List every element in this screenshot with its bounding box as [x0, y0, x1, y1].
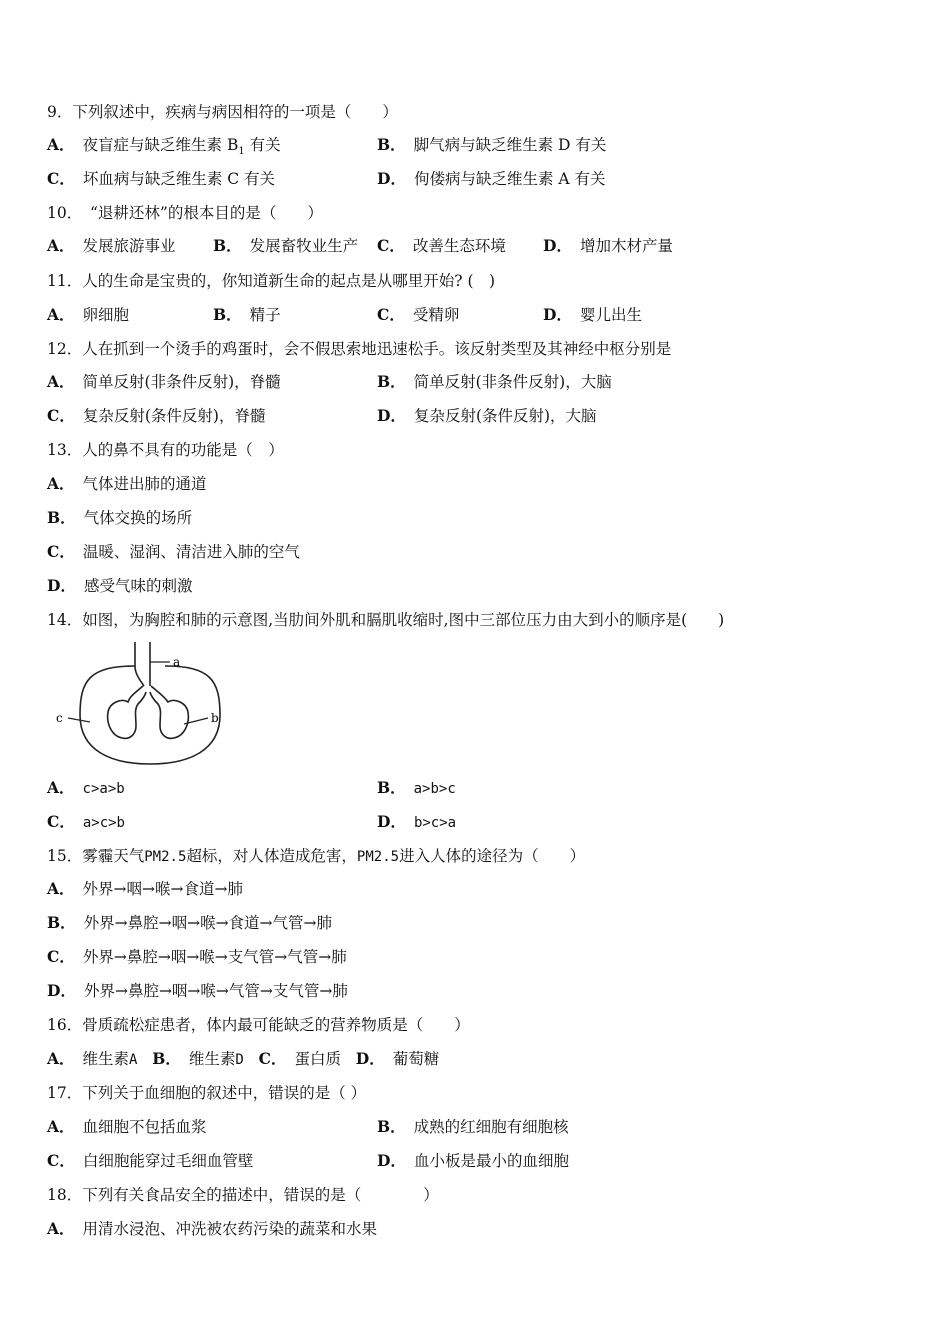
question-15-stem: 15．雾霾天气PM2.5超标，对人体造成危害，PM2.5进入人体的途径为（ ） [47, 847, 586, 865]
q16-option-a: A． 维生素A [47, 1049, 138, 1068]
q12-option-b: B． 简单反射(非条件反射)，大脑 [377, 372, 612, 391]
q11-option-d: D． 婴儿出生 [543, 305, 642, 324]
q11-option-a: A． 卵细胞 [47, 305, 130, 324]
question-17-stem: 17．下列关于血细胞的叙述中，错误的是（ ） [47, 1084, 367, 1102]
left-lung [108, 686, 146, 738]
q10-option-c: C． 改善生态环境 [377, 236, 506, 255]
trachea-left-wall [135, 642, 144, 686]
pointer-c [68, 718, 90, 722]
q14-option-b: B． a>b>c [377, 778, 456, 797]
q9-option-a: A． 夜盲症与缺乏维生素 $B_1$ 有关 [47, 135, 281, 158]
q14-option-c: C． a>c>b [47, 812, 125, 831]
q12-option-d: D． 复杂反射(条件反射)，大脑 [377, 406, 597, 425]
question-9-stem: 9．下列叙述中，疾病与病因相符的一项是（ ） [47, 103, 398, 121]
question-16-stem: 16．骨质疏松症患者，体内最可能缺乏的营养物质是（ ） [47, 1016, 470, 1034]
q16-option-d: D． 葡萄糖 [355, 1049, 440, 1068]
question-11-stem: 11．人的生命是宝贵的，你知道新生命的起点是从哪里开始? ( ) [47, 272, 496, 290]
q16-option-c: C． 蛋白质 [258, 1049, 341, 1068]
q13-option-d: D． 感受气味的刺激 [47, 576, 193, 595]
q10-option-d: D． 增加木材产量 [543, 236, 673, 255]
question-14-stem: 14．如图，为胸腔和肺的示意图,当肋间外肌和膈肌收缩时,图中三部位压力由大到小的顺序是( ) [47, 611, 725, 629]
q14-option-a: A． c>a>b [47, 778, 125, 797]
label-a: a [173, 655, 181, 669]
question-12-stem: 12．人在抓到一个烫手的鸡蛋时，会不假思索地迅速松手。该反射类型及其神经中枢分别是 [47, 340, 672, 358]
q15-option-b: B． 外界→鼻腔→咽→喉→食道→气管→肺 [47, 913, 333, 932]
q10-option-a: A． 发展旅游事业 [47, 236, 176, 255]
right-lung [150, 686, 188, 738]
q16-options-row [47, 1049, 439, 1070]
q9-option-d: D． 佝偻病与缺乏维生素 A 有关 [377, 169, 606, 188]
q16-option-b: B． 维生素D [152, 1049, 244, 1068]
q15-option-c: C． 外界→鼻腔→咽→喉→支气管→气管→肺 [47, 947, 347, 966]
q14-option-d: D． b>c>a [377, 812, 457, 831]
q13-option-c: C． 温暖、湿润、清洁进入肺的空气 [47, 542, 300, 561]
q12-option-c: C． 复杂反射(条件反射)，脊髓 [47, 406, 266, 425]
q11-option-b: B． 精子 [213, 305, 281, 324]
q10-option-b: B． 发展畜牧业生产 [213, 236, 359, 255]
q13-option-b: B． 气体交换的场所 [47, 508, 193, 527]
q9-option-c: C． 坏血病与缺乏维生素 C 有关 [47, 169, 276, 188]
question-13-stem: 13．人的鼻不具有的功能是（ ） [47, 441, 284, 459]
q9-option-b: B． 脚气病与缺乏维生素 D 有关 [377, 135, 607, 154]
q13-option-a: A． 气体进出肺的通道 [47, 474, 207, 493]
q17-option-c: C． 白细胞能穿过毛细血管壁 [47, 1151, 254, 1170]
label-c: c [56, 711, 63, 725]
question-10-stem: 10． “退耕还林”的根本目的是（ ） [47, 204, 323, 222]
q15-option-d: D． 外界→鼻腔→咽→喉→气管→支气管→肺 [47, 981, 348, 1000]
q17-option-a: A． 血细胞不包括血浆 [47, 1117, 207, 1136]
q18-option-a: A． 用清水浸泡、冲洗被农药污染的蔬菜和水果 [47, 1219, 378, 1238]
thorax-lung-diagram [50, 640, 230, 770]
q15-option-a: A． 外界→咽→喉→食道→肺 [47, 879, 243, 898]
q11-option-c: C． 受精卵 [377, 305, 460, 324]
question-18-stem: 18．下列有关食品安全的描述中，错误的是（ ） [47, 1186, 439, 1204]
q17-option-d: D． 血小板是最小的血细胞 [377, 1151, 569, 1170]
q12-option-a: A． 简单反射(非条件反射)，脊髓 [47, 372, 281, 391]
label-b: b [211, 711, 219, 725]
q17-option-b: B． 成熟的红细胞有细胞核 [377, 1117, 569, 1136]
